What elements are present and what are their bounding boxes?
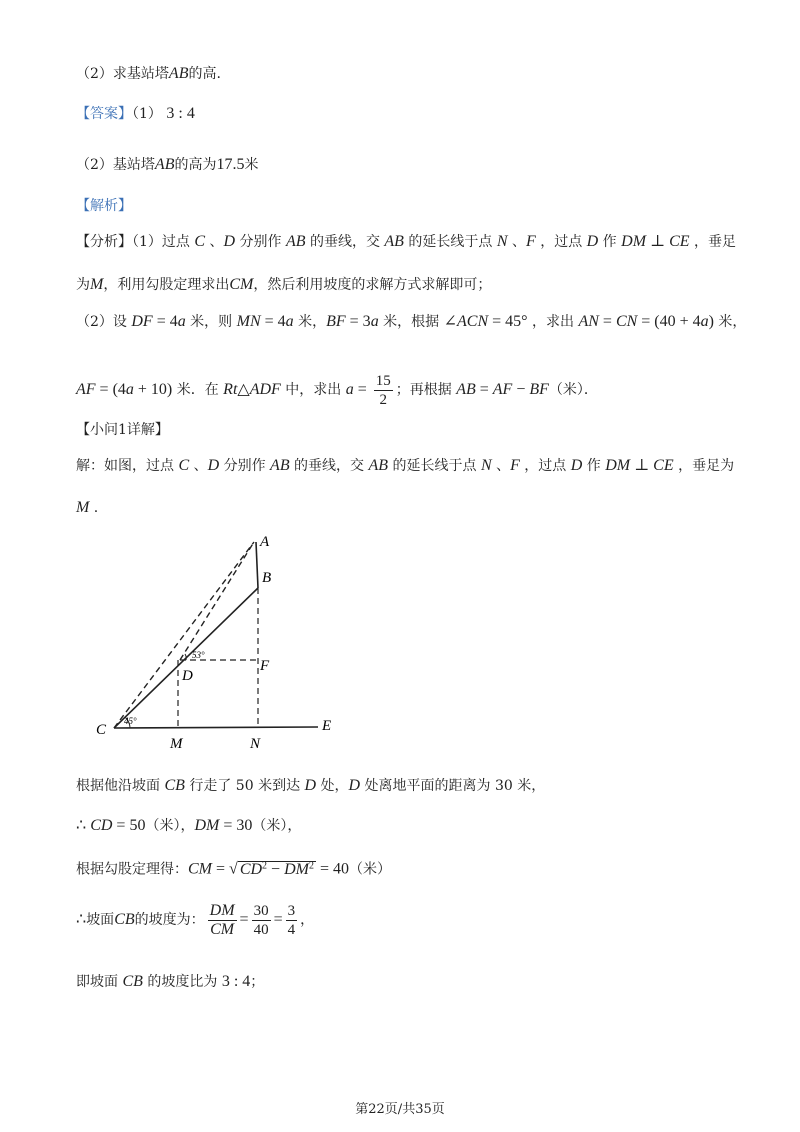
detail-line-2: M . bbox=[76, 499, 99, 516]
step-1: 根据他沿坡面 CB 行走了 50 米到达 D 处，D 处离地平面的距离为 30 米， bbox=[76, 777, 546, 794]
answer-tag: 【答案】 bbox=[76, 106, 132, 122]
label-c: C bbox=[96, 722, 107, 738]
label-a: A bbox=[260, 534, 270, 550]
label-f: F bbox=[260, 658, 270, 674]
line-ca bbox=[114, 542, 254, 728]
line-ce bbox=[114, 727, 318, 728]
angle-label-d: 53° bbox=[192, 650, 205, 660]
step-2: ∴ CD = 50（米），DM = 30（米）， bbox=[76, 817, 302, 834]
label-n: N bbox=[250, 736, 261, 752]
label-b: B bbox=[262, 570, 272, 586]
angle-label-c: 45° bbox=[124, 716, 137, 726]
step-3: 根据勾股定理得：CM = √ $CD^2 - DM^2 = 40$（米） bbox=[76, 860, 391, 878]
question-2-title: （2）求基站塔AB的高. bbox=[76, 65, 221, 82]
answer-line-2: （2）基站塔AB的高为17.5米 bbox=[76, 156, 259, 173]
analysis-tag: 【解析】 bbox=[76, 198, 132, 214]
fenxi-line-4: AF = (4a + 10) 米．在 Rt△ADF 中，求出 a = $\frac{15}{2}$ ；再根据 AB = AF − BF（米）． bbox=[76, 372, 598, 408]
detail-line-1: 解：如图，过点 C 、D 分别作 AB 的垂线，交 AB 的延长线于点 N 、F ，过点 D 作 DM ⊥ CE ，垂足为 bbox=[76, 457, 735, 474]
label-d: D bbox=[182, 668, 193, 684]
detail-tag: 【小问1详解】 bbox=[76, 422, 169, 438]
step-4: ∴坡面CB的坡度为： $\frac{DM}{CM}$ = $\frac{30}{40}$ = $\frac{3}{4}$ ， bbox=[76, 901, 315, 938]
step-5: 即坡面 CB 的坡度比为 3 : 4； bbox=[76, 973, 265, 990]
line-da bbox=[180, 542, 254, 660]
line-ab bbox=[256, 542, 258, 588]
fenxi-line-3: （2）设 DF = 4a 米，则 MN = 4a 米，BF = 3a 米，根据 ∠ACN = 45° ，求出 AN = CN = (40 + 4a) 米， bbox=[76, 313, 747, 330]
fenxi-line-1: 【分析】（1）过点 C 、D 分别作 AB 的垂线，交 AB 的延长线于点 N 、F ，过点 D 作 DM ⊥ CE ，垂足 bbox=[76, 233, 736, 250]
geometry-figure bbox=[90, 530, 350, 760]
answer-1-value: 3 : 4 bbox=[166, 105, 195, 122]
analysis-heading bbox=[76, 196, 132, 216]
answer-line-1: 【答案】（1） 3 : 4 bbox=[76, 105, 195, 122]
fenxi-line-2: 为M，利用勾股定理求出CM，然后利用坡度的求解方式求解即可； bbox=[76, 276, 492, 293]
label-m: M bbox=[170, 736, 183, 752]
label-e: E bbox=[322, 718, 332, 734]
detail-heading bbox=[76, 420, 169, 440]
page-footer: 第22页/共35页 bbox=[355, 1102, 445, 1117]
